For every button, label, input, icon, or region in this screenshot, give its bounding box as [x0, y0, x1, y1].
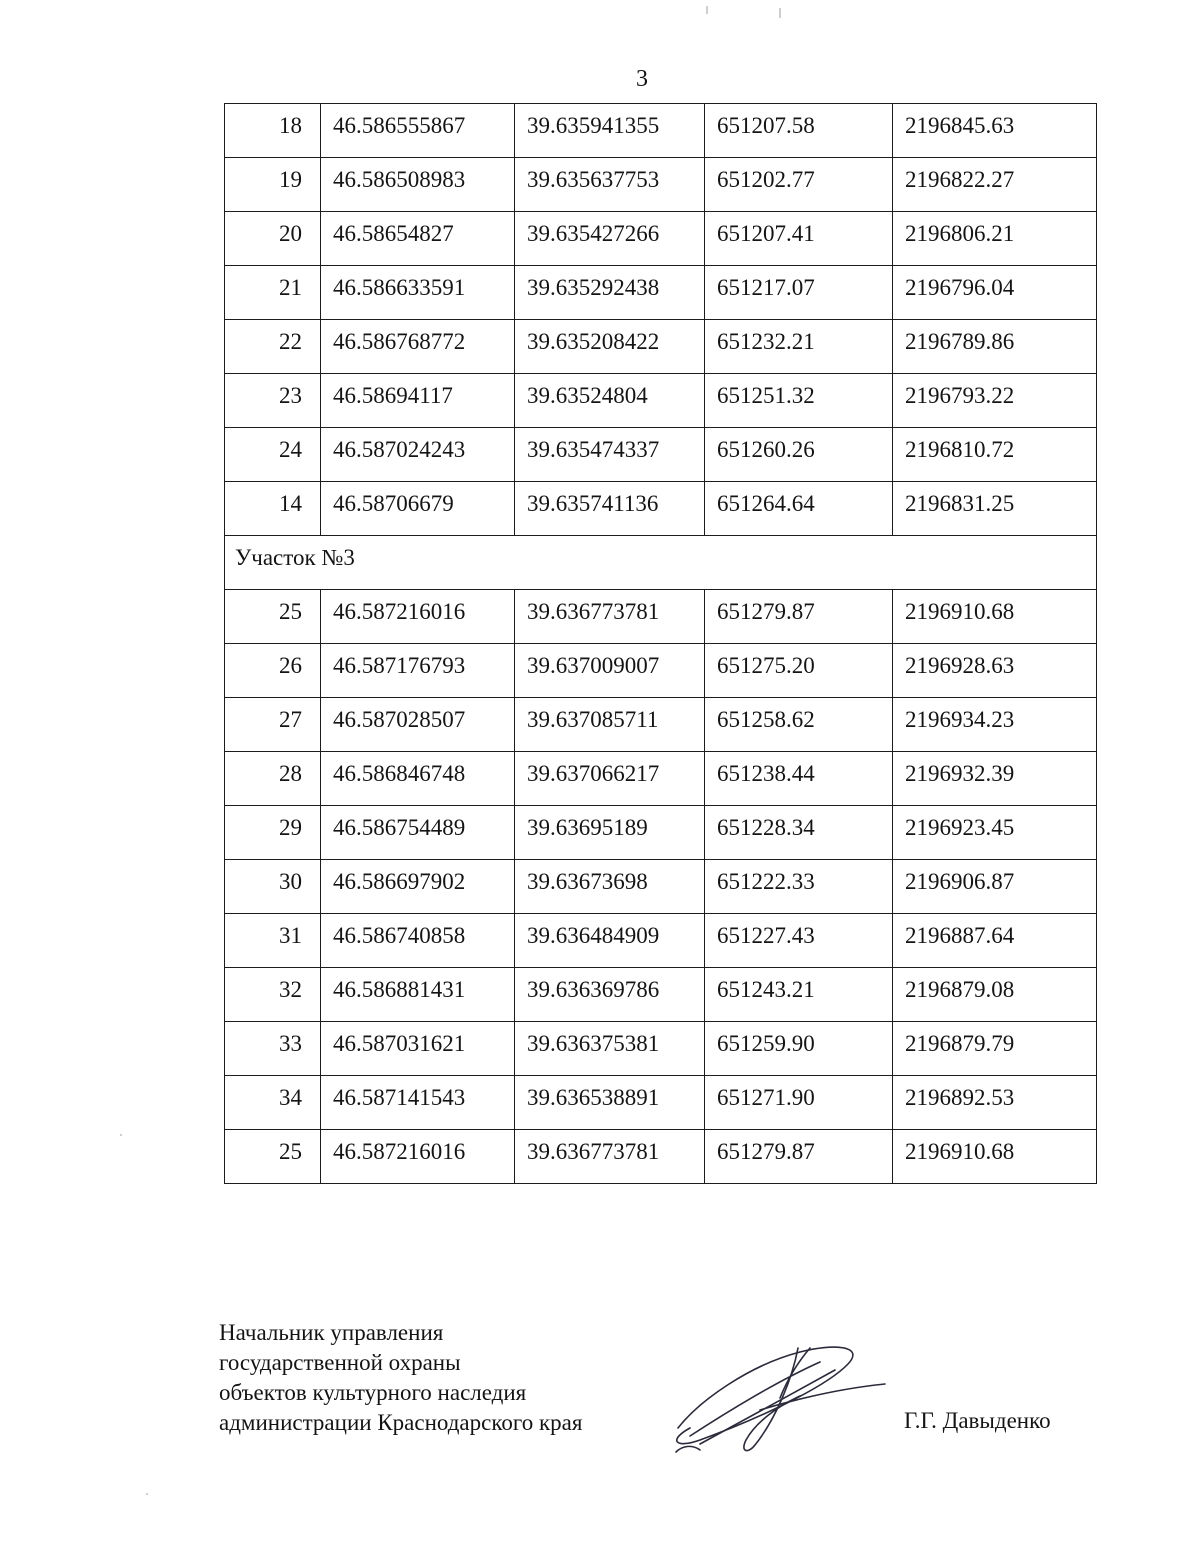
- table-row: [225, 1130, 1097, 1184]
- y-coordinate-cell: 2196831.25: [893, 482, 1097, 536]
- table-row: [225, 374, 1097, 428]
- longitude-cell: 39.635474337: [515, 428, 705, 482]
- longitude-cell: 39.636773781: [515, 1130, 705, 1184]
- point-number-cell: 34: [225, 1076, 321, 1130]
- y-coordinate-cell: 2196932.39: [893, 752, 1097, 806]
- latitude-cell: 46.586555867: [321, 104, 515, 158]
- latitude-cell: 46.586881431: [321, 968, 515, 1022]
- latitude-cell: 46.586508983: [321, 158, 515, 212]
- scan-artifact-top: [706, 6, 708, 14]
- x-coordinate-cell: 651217.07: [705, 266, 893, 320]
- table-row: [225, 914, 1097, 968]
- x-coordinate-cell: 651222.33: [705, 860, 893, 914]
- y-coordinate-cell: 2196887.64: [893, 914, 1097, 968]
- point-number-cell: 31: [225, 914, 321, 968]
- x-coordinate-cell: 651238.44: [705, 752, 893, 806]
- signatory-position: [219, 1318, 582, 1438]
- coordinates-table: [224, 103, 1097, 1184]
- latitude-cell: 46.587216016: [321, 1130, 515, 1184]
- point-number-cell: 25: [225, 590, 321, 644]
- longitude-cell: 39.635427266: [515, 212, 705, 266]
- longitude-cell: 39.637066217: [515, 752, 705, 806]
- y-coordinate-cell: 2196796.04: [893, 266, 1097, 320]
- table-row: [225, 320, 1097, 374]
- scan-artifact-top-right: [779, 8, 781, 18]
- point-number-cell: 30: [225, 860, 321, 914]
- table-row: [225, 968, 1097, 1022]
- x-coordinate-cell: 651251.32: [705, 374, 893, 428]
- x-coordinate-cell: 651264.64: [705, 482, 893, 536]
- x-coordinate-cell: 651279.87: [705, 590, 893, 644]
- latitude-cell: 46.587028507: [321, 698, 515, 752]
- x-coordinate-cell: 651275.20: [705, 644, 893, 698]
- y-coordinate-cell: 2196810.72: [893, 428, 1097, 482]
- table-row: [225, 644, 1097, 698]
- longitude-cell: 39.636375381: [515, 1022, 705, 1076]
- table-row: [225, 158, 1097, 212]
- longitude-cell: 39.637009007: [515, 644, 705, 698]
- table-section-row: [225, 536, 1097, 590]
- latitude-cell: 46.587024243: [321, 428, 515, 482]
- longitude-cell: 39.635741136: [515, 482, 705, 536]
- latitude-cell: 46.587141543: [321, 1076, 515, 1130]
- position-line: объектов культурного наследия: [219, 1380, 527, 1405]
- section-title: Участок №3: [225, 536, 1097, 590]
- y-coordinate-cell: 2196806.21: [893, 212, 1097, 266]
- coordinates-table-body: [225, 104, 1097, 1184]
- x-coordinate-cell: 651207.58: [705, 104, 893, 158]
- point-number-cell: 32: [225, 968, 321, 1022]
- x-coordinate-cell: 651227.43: [705, 914, 893, 968]
- y-coordinate-cell: 2196822.27: [893, 158, 1097, 212]
- point-number-cell: 14: [225, 482, 321, 536]
- signatory-name: Г.Г. Давыденко: [904, 1408, 1051, 1433]
- longitude-cell: 39.636538891: [515, 1076, 705, 1130]
- y-coordinate-cell: 2196910.68: [893, 590, 1097, 644]
- longitude-cell: 39.635208422: [515, 320, 705, 374]
- scan-artifact-left: [120, 1134, 122, 1136]
- y-coordinate-cell: 2196789.86: [893, 320, 1097, 374]
- latitude-cell: 46.586846748: [321, 752, 515, 806]
- point-number-cell: 22: [225, 320, 321, 374]
- x-coordinate-cell: 651232.21: [705, 320, 893, 374]
- y-coordinate-cell: 2196928.63: [893, 644, 1097, 698]
- table-row: [225, 1076, 1097, 1130]
- x-coordinate-cell: 651243.21: [705, 968, 893, 1022]
- position-line: Начальник управления: [219, 1320, 444, 1345]
- scan-artifact-bottom-left: [146, 1493, 148, 1495]
- x-coordinate-cell: 651207.41: [705, 212, 893, 266]
- table-row: [225, 104, 1097, 158]
- y-coordinate-cell: 2196934.23: [893, 698, 1097, 752]
- point-number-cell: 27: [225, 698, 321, 752]
- latitude-cell: 46.587176793: [321, 644, 515, 698]
- table-row: [225, 266, 1097, 320]
- latitude-cell: 46.586768772: [321, 320, 515, 374]
- point-number-cell: 24: [225, 428, 321, 482]
- longitude-cell: 39.635637753: [515, 158, 705, 212]
- point-number-cell: 33: [225, 1022, 321, 1076]
- table-row: [225, 212, 1097, 266]
- y-coordinate-cell: 2196845.63: [893, 104, 1097, 158]
- y-coordinate-cell: 2196793.22: [893, 374, 1097, 428]
- table-row: [225, 482, 1097, 536]
- position-line: государственной охраны: [219, 1350, 461, 1375]
- longitude-cell: 39.63524804: [515, 374, 705, 428]
- table-row: [225, 428, 1097, 482]
- y-coordinate-cell: 2196892.53: [893, 1076, 1097, 1130]
- x-coordinate-cell: 651260.26: [705, 428, 893, 482]
- x-coordinate-cell: 651271.90: [705, 1076, 893, 1130]
- handwritten-signature: [660, 1340, 900, 1470]
- point-number-cell: 19: [225, 158, 321, 212]
- x-coordinate-cell: 651258.62: [705, 698, 893, 752]
- table-row: [225, 752, 1097, 806]
- y-coordinate-cell: 2196879.79: [893, 1022, 1097, 1076]
- latitude-cell: 46.587031621: [321, 1022, 515, 1076]
- y-coordinate-cell: 2196906.87: [893, 860, 1097, 914]
- point-number-cell: 21: [225, 266, 321, 320]
- y-coordinate-cell: 2196879.08: [893, 968, 1097, 1022]
- latitude-cell: 46.58654827: [321, 212, 515, 266]
- point-number-cell: 28: [225, 752, 321, 806]
- latitude-cell: 46.586754489: [321, 806, 515, 860]
- longitude-cell: 39.635941355: [515, 104, 705, 158]
- longitude-cell: 39.636773781: [515, 590, 705, 644]
- point-number-cell: 20: [225, 212, 321, 266]
- latitude-cell: 46.58694117: [321, 374, 515, 428]
- table-row: [225, 698, 1097, 752]
- longitude-cell: 39.636484909: [515, 914, 705, 968]
- y-coordinate-cell: 2196910.68: [893, 1130, 1097, 1184]
- x-coordinate-cell: 651259.90: [705, 1022, 893, 1076]
- point-number-cell: 29: [225, 806, 321, 860]
- longitude-cell: 39.637085711: [515, 698, 705, 752]
- table-row: [225, 590, 1097, 644]
- y-coordinate-cell: 2196923.45: [893, 806, 1097, 860]
- latitude-cell: 46.586697902: [321, 860, 515, 914]
- x-coordinate-cell: 651228.34: [705, 806, 893, 860]
- x-coordinate-cell: 651202.77: [705, 158, 893, 212]
- position-line: администрации Краснодарского края: [219, 1410, 583, 1435]
- page-number: 3: [636, 66, 648, 92]
- longitude-cell: 39.635292438: [515, 266, 705, 320]
- longitude-cell: 39.63673698: [515, 860, 705, 914]
- x-coordinate-cell: 651279.87: [705, 1130, 893, 1184]
- latitude-cell: 46.58706679: [321, 482, 515, 536]
- longitude-cell: 39.636369786: [515, 968, 705, 1022]
- point-number-cell: 25: [225, 1130, 321, 1184]
- latitude-cell: 46.586633591: [321, 266, 515, 320]
- latitude-cell: 46.587216016: [321, 590, 515, 644]
- table-row: [225, 860, 1097, 914]
- table-row: [225, 1022, 1097, 1076]
- point-number-cell: 18: [225, 104, 321, 158]
- longitude-cell: 39.63695189: [515, 806, 705, 860]
- table-row: [225, 806, 1097, 860]
- latitude-cell: 46.586740858: [321, 914, 515, 968]
- point-number-cell: 23: [225, 374, 321, 428]
- point-number-cell: 26: [225, 644, 321, 698]
